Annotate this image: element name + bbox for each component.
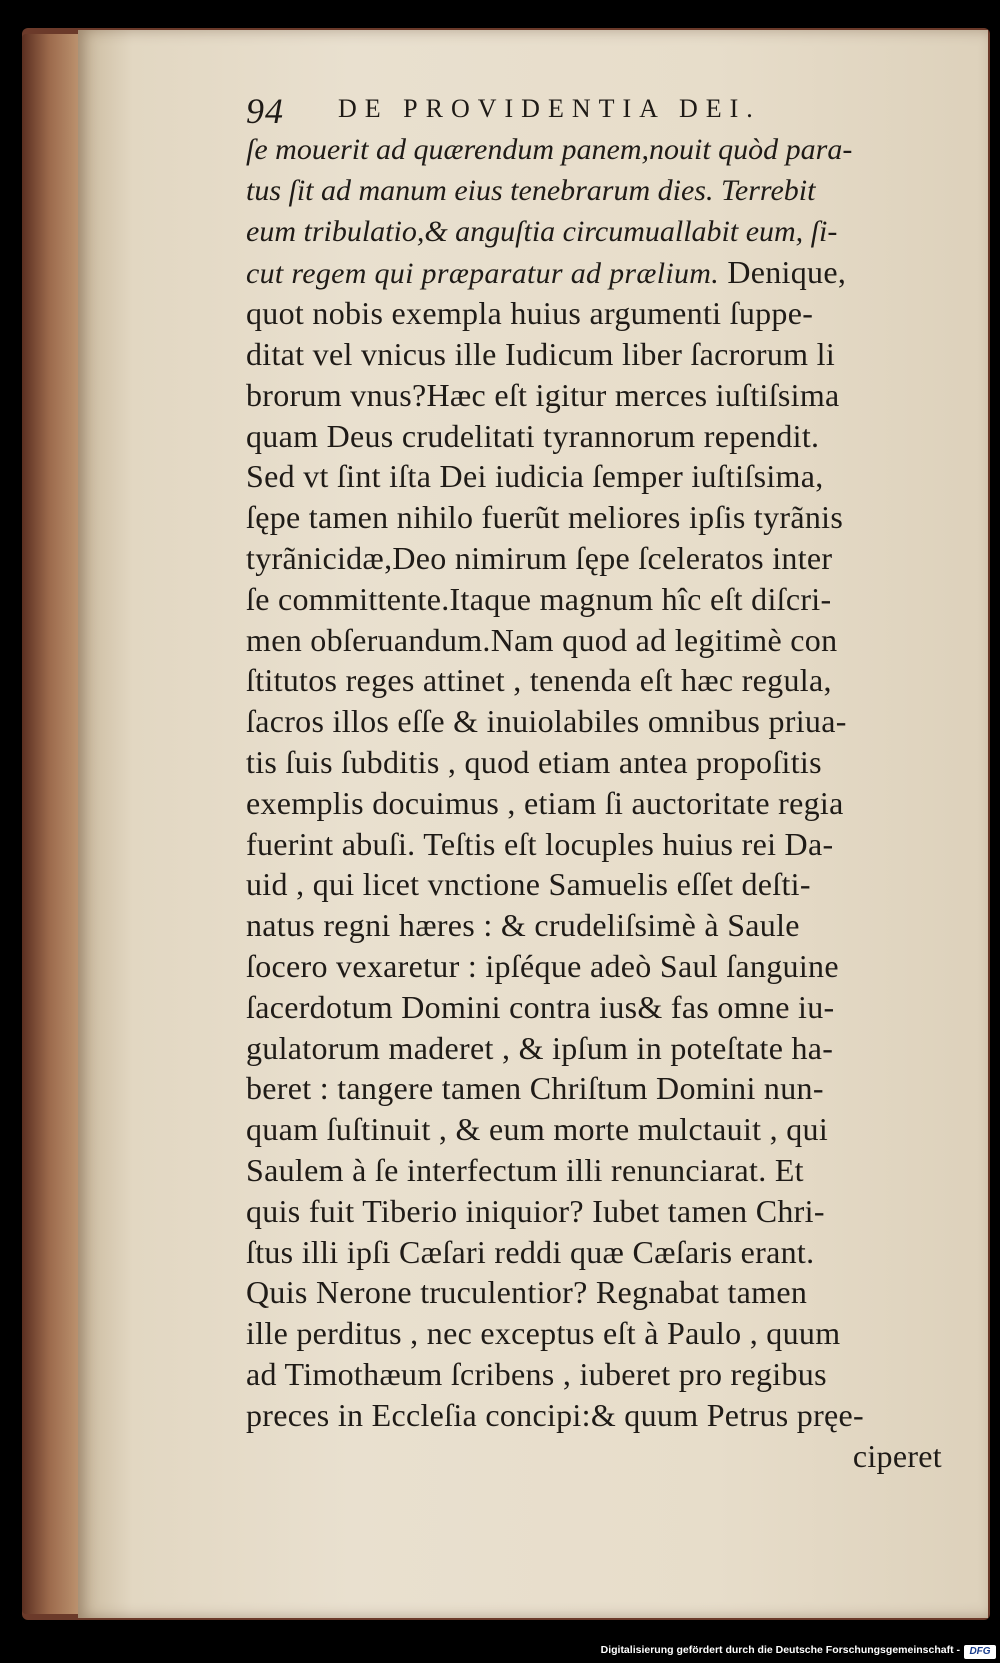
text-line: Quis Nerone truculentior? Regnabat tamen — [246, 1274, 808, 1311]
text-line: ſacerdotum Domini contra ius& fas omne iu- — [246, 988, 835, 1025]
dfg-logo: DFG — [964, 1645, 996, 1659]
text-line: men obſeruandum.Nam quod ad legitimè con — [246, 621, 838, 658]
roman-segment: Denique, — [719, 254, 847, 291]
text-line: ſe mouerit ad quærendum panem,nouit quòd para- — [246, 133, 853, 166]
text-line: ſtus illi ipſi Cæſari reddi quæ Cæſaris erant. — [246, 1233, 815, 1270]
text-line: fuerint abuſi. Teſtis eſt locuples huius rei Da- — [246, 825, 834, 862]
text-line: ſępe tamen nihilo fuerũt meliores ipſis tyrãnis — [246, 499, 844, 536]
catchword: ciperet — [852, 1437, 942, 1474]
text-line: preces in Eccleſia concipi:& quum Petrus pręe- — [246, 1396, 865, 1433]
body-text — [246, 130, 946, 1476]
text-line: tyrãnicidæ,Deo nimirum ſępe ſceleratos inter — [246, 539, 833, 576]
text-line: quot nobis exempla huius argumenti ſuppe- — [246, 295, 814, 332]
italic-segment: cut regem qui præparatur ad prælium. — [246, 257, 720, 291]
text-line: quam ſuſtinuit , & eum morte mulctauit , qui — [246, 1111, 829, 1148]
text-line: uid , qui licet vnctione Samuelis eſſet deſti- — [246, 866, 811, 903]
text-line: Sed vt ſint iſta Dei iudicia ſemper iuſtiſsima, — [246, 458, 824, 495]
text-line: ditat vel vnicus ille Iudicum liber ſacrorum li — [246, 335, 836, 372]
text-line: natus regni hæres : & crudeliſsimè à Saule — [246, 907, 800, 944]
text-line: quam Deus crudelitati tyrannorum rependit. — [246, 417, 820, 454]
page-number: 94 — [246, 91, 284, 131]
text-line: ſocero vexaretur : ipſéque adeò Saul ſanguine — [246, 947, 839, 984]
text-line: ſacros illos eſſe & inuiolabiles omnibus priua- — [246, 703, 847, 740]
text-line: tus ſit ad manum eius tenebrarum dies. Terrebit — [246, 173, 816, 207]
text-line: Saulem à ſe interfectum illi renunciarat. Et — [246, 1151, 804, 1188]
text-line — [246, 252, 946, 293]
text-line: ſe committente.Itaque magnum hîc eſt diſcri- — [246, 580, 832, 617]
running-head-title: DE PROVIDENTIA DEI. — [338, 94, 761, 123]
text-line: ille perditus , nec exceptus eſt à Paulo , quum — [246, 1315, 841, 1352]
text-line: quis fuit Tiberio iniquior? Iubet tamen Chri- — [246, 1192, 825, 1229]
text-line: tis ſuis ſubditis , quod etiam antea propoſitis — [246, 743, 822, 780]
text-line: beret : tangere tamen Chriſtum Domini nun- — [246, 1070, 824, 1107]
text-line: eum tribulatio,& anguſtia circumuallabit eum, ſi- — [246, 214, 838, 248]
text-line: exemplis docuimus , etiam ſi auctoritate regia — [246, 784, 844, 821]
text-line: gulatorum maderet , & ipſum in poteſtate ha- — [246, 1029, 834, 1066]
text-line: ſtitutos reges attinet , tenenda eſt hæc regula, — [246, 662, 832, 699]
text-line: brorum vnus?Hæc eſt igitur merces iuſtiſsima — [246, 376, 840, 413]
footer-credit: Digitalisierung gefördert durch die Deutsche Forschungsgemeinschaft - — [600, 1644, 960, 1656]
text-line: ad Timothæum ſcribens , iuberet pro regibus — [246, 1355, 827, 1392]
